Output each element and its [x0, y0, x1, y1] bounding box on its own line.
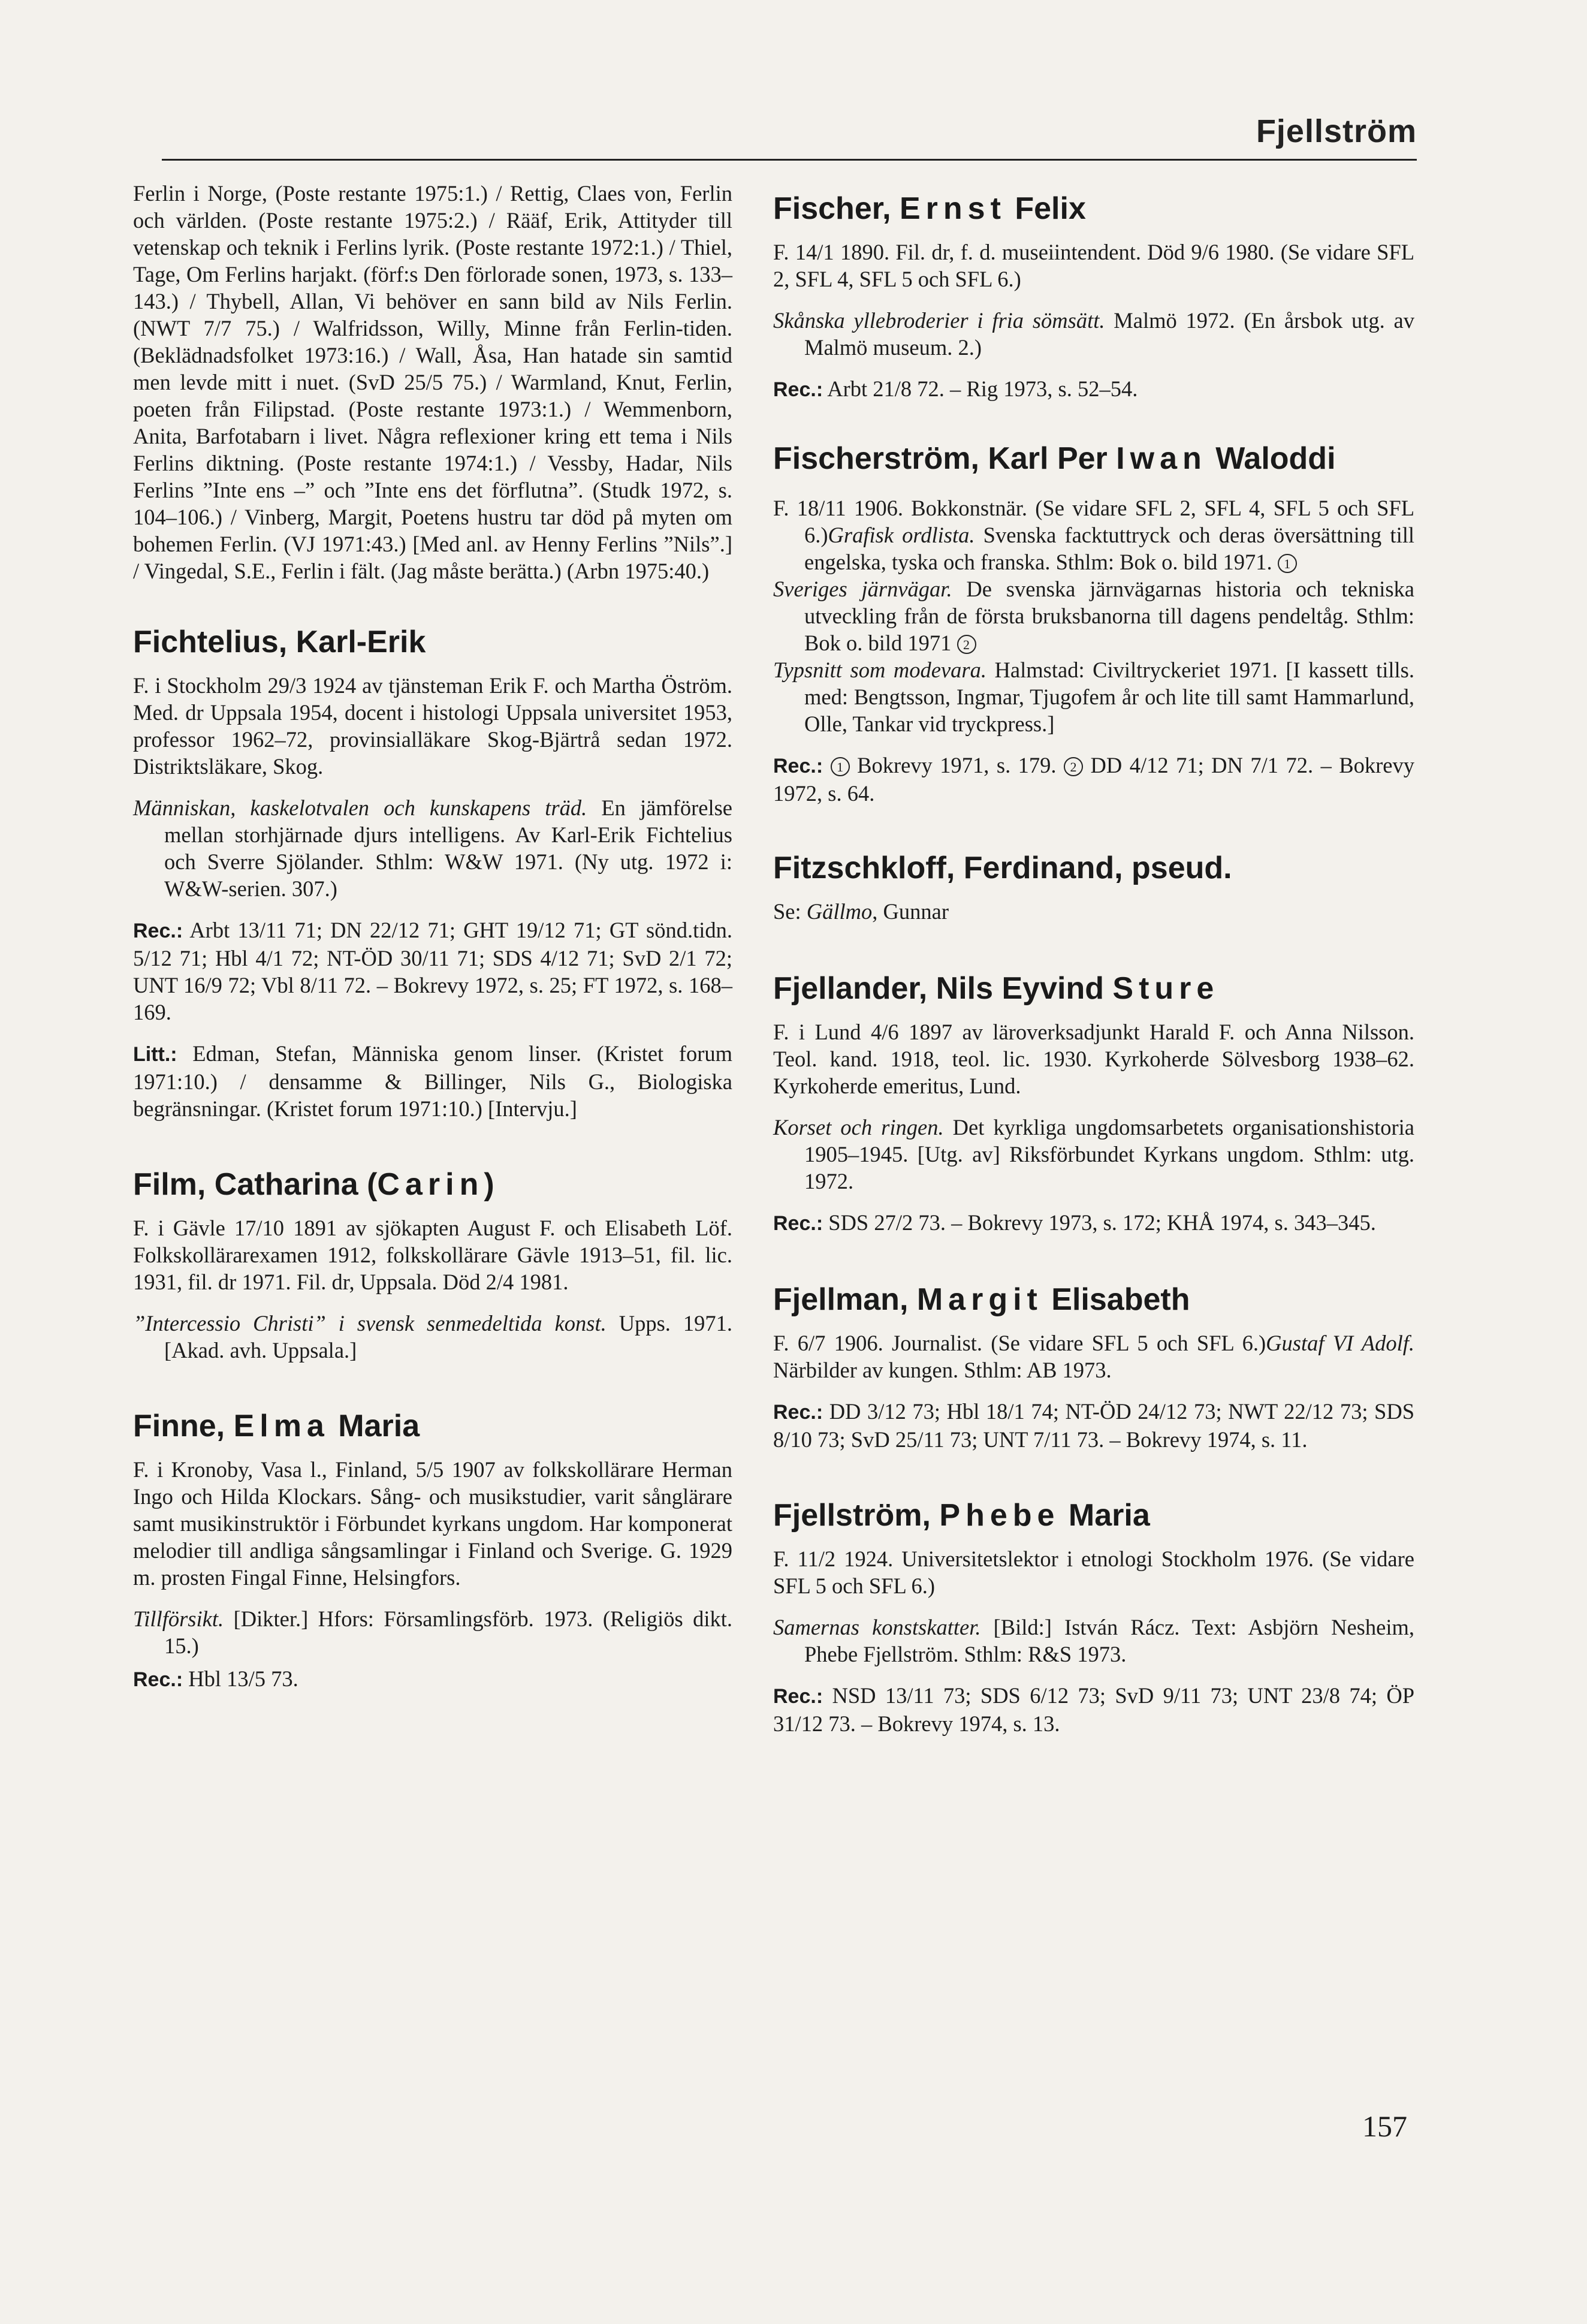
rec-text: SDS 27/2 73. – Bokrevy 1973, s. 172; KHÅ 1974, s. 343–345. [823, 1210, 1376, 1235]
work-title: Sveriges järnvägar. [773, 577, 952, 601]
heading-part: Fischerström, Karl Per [773, 441, 1117, 476]
rec-text: DD 4/12 71; DN 7/1 72. – Bokrevy 1972, s. 64. [773, 753, 1415, 806]
heading-part: Finne, [133, 1409, 234, 1443]
entry-bio: F. i Lund 4/6 1897 av läroverksadjunkt Harald F. och Anna Nilsson. Teol. kand. 1918, teol. lic. 1930. Kyrkoherde Sölvesborg 1938–62. Kyrkoherde emeritus, Lund. [773, 1020, 1414, 1098]
entry-work [773, 656, 1414, 737]
heading-part: Fjellman, [773, 1282, 917, 1317]
entry-fjellander [773, 967, 1414, 1237]
rec-label: Rec.: [773, 1212, 823, 1235]
entry-work [773, 307, 1414, 361]
entry-bio [773, 495, 1414, 575]
entry-heading [773, 967, 1414, 1010]
heading-part: Fischer, [773, 191, 900, 226]
heading-spaced-name: Margit [916, 1282, 1043, 1317]
work-title: Typsnitt som modevara. [773, 658, 986, 682]
work-details: En jämförelse mellan storhjärnade djurs intelligens. Av Karl-Erik Fichtelius och Sverre Sjölander. Sthlm: W&W 1971. (Ny utg. 1972 i: W&W-serien. 307.) [164, 795, 732, 901]
entry-heading [773, 1278, 1414, 1321]
running-head: Fjellström [1256, 113, 1417, 149]
rec-text: DD 3/12 73; Hbl 18/1 74; NT-ÖD 24/12 73; NWT 22/12 73; SDS 8/10 73; SvD 25/11 73; UNT 7/11 73. – Bokrevy 1974, s. 11. [773, 1399, 1414, 1452]
entry-heading [773, 1494, 1414, 1537]
entry-reviews [133, 1665, 732, 1693]
heading-part: Felix [1006, 191, 1086, 226]
work-title: Grafisk ordlista. [828, 523, 975, 547]
work-details: Svenska facktuttryck och deras översättning till engelska, tyska och franska. Sthlm: Bok o. bild 1971. [804, 523, 1414, 574]
entry-fischer [773, 187, 1414, 403]
work-details: [Bild:] István Rácz. Text: Asbjörn Nesheim, Phebe Fjellström. Sthlm: R&S 1973. [804, 1615, 1414, 1666]
entry-heading [773, 187, 1414, 230]
heading-part: ) [484, 1167, 494, 1202]
rec-text: Hbl 13/5 73. [183, 1666, 298, 1691]
page-header [162, 107, 1417, 161]
circled-number: 2 [1064, 757, 1083, 776]
work-details: [Dikter.] Hfors: Församlingsförb. 1973. (Religiös dikt. 15.) [164, 1606, 732, 1658]
see-label: Se: [773, 899, 807, 924]
rec-text: NSD 13/11 73; SDS 6/12 73; SvD 9/11 73; UNT 23/8 74; ÖP 31/12 73. – Bokrevy 1974, s. 13. [773, 1683, 1414, 1736]
litt-label: Litt.: [133, 1043, 177, 1066]
entry-work [773, 1114, 1414, 1195]
entry-see-reference [773, 898, 1414, 925]
bio-text: F. 18/11 1906. Bokkonstnär. (Se vidare SFL 2, SFL 4, SFL 5 och SFL 6.) [773, 496, 1414, 547]
heading-part: Maria [1060, 1498, 1150, 1533]
heading-spaced-name: Carin [377, 1167, 484, 1202]
work-details: Närbilder av kungen. Sthlm: AB 1973. [773, 1358, 1112, 1382]
entry-bio: F. i Stockholm 29/3 1924 av tjänsteman Erik F. och Martha Öström. Med. dr Uppsala 1954, docent i histologi Uppsala universitet 1953, professor 1962–72, provinsialläkare Skog-Bjärtrå sedan 1972. Distriktsläkare, Skog. [133, 673, 732, 779]
entry-work [133, 1605, 732, 1659]
heading-part: Fjellander, Nils Eyvind [773, 971, 1113, 1006]
entry-finne [133, 1404, 732, 1693]
rec-text: Arbt 13/11 71; DN 22/12 71; GHT 19/12 71; GT sönd.tidn. 5/12 71; Hbl 4/1 72; NT-ÖD 30/11 71; SDS 4/12 71; SvD 2/1 72; UNT 16/9 72; Vbl 8/11 72. – Bokrevy 1972, s. 25; FT 1972, s. 168–169. [133, 918, 732, 1024]
entry-reviews [773, 752, 1414, 807]
rec-text: Bokrevy 1971, s. 179. [849, 753, 1064, 777]
entry-fichtelius [133, 620, 732, 1122]
rec-label: Rec.: [773, 1401, 823, 1424]
entry-bio: F. 11/2 1924. Universitetslektor i etnologi Stockholm 1976. (Se vidare SFL 5 och SFL 6.) [773, 1547, 1414, 1598]
circled-number: 2 [957, 635, 976, 654]
rec-label: Rec.: [773, 1685, 823, 1708]
entry-bio: F. i Kronoby, Vasa l., Finland, 5/5 1907 av folkskollärare Herman Ingo och Hilda Klockars. Sång- och musikstudier, varit sånglärare samt musikinstruktör i Förbundet kyrkans ungdom. Har komponerat melodier till andliga sångsamlingar i Finland och Sverige. G. 1929 m. prosten Fingal Finne, Helsingfors. [133, 1457, 732, 1590]
work-title: Samernas konstskatter. [773, 1615, 981, 1639]
entry-reviews [773, 1398, 1414, 1453]
work-title: Gustaf VI Adolf. [1266, 1331, 1414, 1355]
entry-film [133, 1163, 732, 1364]
page-number: 157 [1362, 2109, 1407, 2143]
entry-reviews [773, 375, 1414, 403]
entry-fjellman [773, 1278, 1414, 1453]
work-details: Det kyrkliga ungdomsarbetets organisationshistoria 1905–1945. [Utg. av] Riksförbundet Kyrkans ungdom. Sthlm: utg. 1972. [804, 1115, 1415, 1193]
entry-fischerstrom [773, 437, 1414, 807]
work-details: Malmö 1972. (En årsbok utg. av Malmö museum. 2.) [804, 308, 1414, 360]
circled-number: 1 [831, 757, 850, 776]
heading-part: Maria [329, 1409, 420, 1443]
work-title: Skånska yllebroderier i fria sömsätt. [773, 308, 1105, 333]
rec-text: Arbt 21/8 72. – Rig 1973, s. 52–54. [823, 376, 1138, 401]
rec-label: Rec.: [133, 1668, 183, 1691]
right-column [773, 180, 1414, 1737]
heading-part: Waloddi [1206, 441, 1336, 476]
entry-fitzschkloff [773, 846, 1414, 925]
left-column [133, 180, 732, 1693]
entry-work [133, 794, 732, 902]
heading-part: Elisabeth [1042, 1282, 1190, 1317]
heading-part: Film, Catharina ( [133, 1167, 378, 1202]
work-title: Korset och ringen. [773, 1115, 944, 1140]
work-title: ”Intercessio Christi” i svensk senmedeltida konst. [133, 1311, 607, 1336]
entry-reviews [133, 917, 732, 1026]
entry-work [773, 1614, 1414, 1668]
work-title: Människan, kaskelotvalen och kunskapens träd. [133, 795, 587, 820]
entry-bio: F. i Gävle 17/10 1891 av sjökapten August F. och Elisabeth Löf. Folkskollärarexamen 1912, folkskollärare Gävle 1913–51, fil. lic. 1931, fil. dr 1971. Fil. dr, Uppsala. Död 2/4 1981. [133, 1216, 732, 1294]
rec-label: Rec.: [773, 378, 823, 401]
entry-heading: Fichtelius, Karl-Erik [133, 625, 426, 659]
entry-bio [773, 1330, 1414, 1383]
ferlin-continuation: Ferlin i Norge, (Poste restante 1975:1.) / Rettig, Claes von, Ferlin och världen. (Poste restante 1975:2.) / Rääf, Erik, Attityder till vetenskap och teknik i Ferlins lyrik. (Poste restante 1972:1.) / Thiel, Tage, Om Ferlins harjakt. (förf:s Den förlorade sonen, 1973, s. 133–143.) / Thybell, Allan, Vi behöver en sann bild av Nils Ferlin. (NWT 7/7 75.) / Walfridsson, Willy, Minne från Ferlin-tiden. (Beklädnadsfolket 1973:16.) / Wall, Åsa, Han hatade sin samtid men levde mitt i nuet. (SvD 25/5 75.) / Warmland, Knut, Ferlin, poeten från Filipstad. (Poste restante 1973:1.) / Wemmenborn, Anita, Barfotabarn i livet. Några reflexioner kring ett tema i Nils Ferlins diktning. (Poste restante 1974:1.) / Vessby, Hadar, Nils Ferlins ”Inte ens –” och ”Inte ens det förflutna”. (Studk 1972, s. 104–106.) / Vinberg, Margit, Poetens hustru tar död på myten om bohemen Ferlin. (VJ 1971:43.) [Med anl. av Henny Ferlins ”Nils”.] / Vingedal, S.E., Ferlin i fält. (Jag måste berätta.) (Arbn 1975:40.) [133, 181, 732, 583]
entry-work [133, 1310, 732, 1364]
work-title: Tillförsikt. [133, 1606, 224, 1631]
entry-heading: Fitzschkloff, Ferdinand, pseud. [773, 851, 1232, 885]
heading-spaced-name: Phebe [939, 1498, 1060, 1533]
entry-reviews [773, 1209, 1414, 1237]
work-details: Halmstad: Civiltryckeriet 1971. [I kassett tills. med: Bengtsson, Ingmar, Tjugofem år och lite till samt Hammarlund, Olle, Tankar vid tryckpress.] [804, 658, 1414, 736]
circled-number: 1 [1278, 554, 1297, 573]
entry-bio: F. 14/1 1890. Fil. dr, f. d. museiintendent. Död 9/6 1980. (Se vidare SFL 2, SFL 4, SFL 5 och SFL 6.) [773, 240, 1414, 291]
entry-heading [773, 437, 1414, 480]
work-details: Upps. 1971. [Akad. avh. Uppsala.] [164, 1311, 732, 1363]
heading-part: Fjellström, [773, 1498, 940, 1533]
heading-spaced-name: Sture [1112, 971, 1220, 1006]
work-details: De svenska järnvägarnas historia och tekniska utveckling från de första bruksbanorna till dagens pendeltåg. Sthlm: Bok o. bild 1971 [804, 577, 1414, 655]
rec-label: Rec.: [133, 920, 183, 942]
entry-heading [133, 1163, 732, 1206]
litt-text: Edman, Stefan, Människa genom linser. (Kristet forum 1971:10.) / densamme & Billinger, Nils G., Biologiska begränsningar. (Kristet forum 1971:10.) [Intervju.] [133, 1041, 732, 1121]
header-rule [162, 159, 1417, 161]
heading-spaced-name: Ernst [900, 191, 1006, 226]
see-name: Gällmo [806, 899, 873, 924]
see-rest: , Gunnar [872, 899, 949, 924]
heading-spaced-name: Elma [233, 1409, 330, 1443]
entry-reviews [773, 1682, 1414, 1737]
heading-spaced-name: Iwan [1116, 441, 1207, 476]
entry-literature [133, 1040, 732, 1122]
entry-work [773, 575, 1414, 656]
entry-fjellstrom [773, 1494, 1414, 1737]
bio-text: F. 6/7 1906. Journalist. (Se vidare SFL 5 och SFL 6.) [773, 1331, 1266, 1355]
entry-heading [133, 1404, 732, 1448]
rec-label: Rec.: [773, 755, 823, 777]
